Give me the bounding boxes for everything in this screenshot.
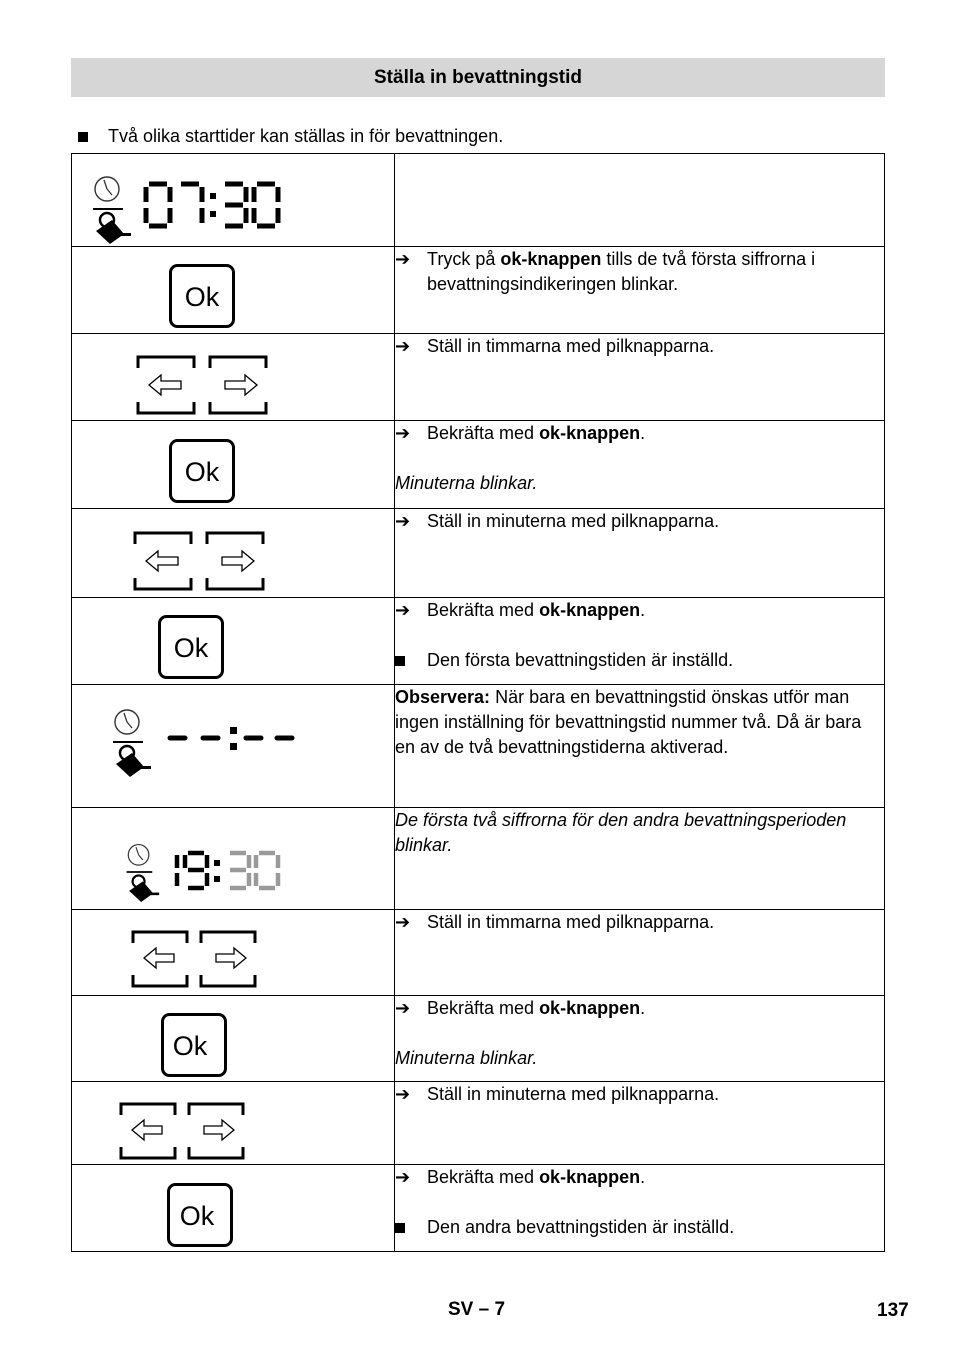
table-row [72,910,885,996]
svg-text:Ok: Ok [184,282,220,312]
ok-button-icon [169,264,235,328]
observe-note: Observera: När bara en bevattningstid önskas utför man ingen inställning för bevattningstid nummer två. Då är bara en av de två bevattningstiderna aktiverad. [395,687,862,757]
arrow-keys-icon [131,929,259,989]
key-cell [72,509,395,598]
instruction-cell [395,808,885,910]
instruction-text: Bekräfta med ok-knappen. [427,998,646,1018]
ok-button-icon [167,1183,233,1247]
arrow-icon: ➔ [395,423,411,443]
time-display-empty [167,725,299,755]
display-cell [72,685,395,808]
svg-text:Ok: Ok [184,457,220,487]
ok-button-icon [169,439,235,503]
arrow-icon: ➔ [395,912,411,932]
square-bullet-icon [395,1223,405,1233]
key-cell [72,910,395,996]
display-cell [72,808,395,910]
table-row [72,685,885,808]
instruction-text: Ställ in minuterna med pilknapparna. [427,1084,720,1104]
key-cell [72,247,395,334]
clock-water-icon [110,707,152,777]
time-display-0730 [143,181,287,229]
arrow-icon: ➔ [395,511,411,531]
instruction-text: Bekräfta med ok-knappen. [427,423,646,443]
arrow-icon: ➔ [395,1167,411,1187]
instruction-cell [395,247,885,334]
intro-text: Två olika starttider kan ställas in för bevattningen. [108,126,504,146]
key-cell [72,1082,395,1165]
instruction-cell [395,334,885,421]
arrow-icon: ➔ [395,249,411,269]
clock-water-icon [90,174,132,244]
table-row [72,598,885,685]
instruction-cell [395,910,885,996]
key-cell [72,1165,395,1252]
instruction-text: Ställ in timmarna med pilknapparna. [427,912,715,932]
svg-text:Ok: Ok [179,1201,215,1231]
instruction-text: Bekräfta med ok-knappen. [427,600,646,620]
instruction-cell [395,509,885,598]
key-cell [72,996,395,1082]
arrow-icon: ➔ [395,600,411,620]
note-text: De första två siffrorna för den andra bevattningsperioden blinkar. [395,810,847,855]
key-cell [72,598,395,685]
result-text: Den andra bevattningstiden är inställd. [427,1217,735,1237]
page-number: 137 [877,1300,909,1321]
instruction-cell [395,598,885,685]
display-cell [72,154,395,247]
instruction-text: Ställ in timmarna med pilknapparna. [427,336,715,356]
ok-button-icon [158,615,224,679]
note-text: Minuterna blinkar. [395,1048,538,1068]
table-row [72,1165,885,1252]
steps-table [71,153,885,1252]
square-bullet-icon [78,132,88,142]
instruction-cell [395,685,885,808]
table-row [72,808,885,910]
note-text: Minuterna blinkar. [395,473,538,493]
arrow-keys-icon [119,1101,247,1161]
key-cell [72,334,395,421]
table-row [72,154,885,247]
instruction-cell [395,154,885,247]
table-row [72,421,885,509]
intro-line [78,126,503,147]
square-bullet-icon [395,656,405,666]
arrow-icon: ➔ [395,336,411,356]
table-row [72,334,885,421]
instruction-cell [395,421,885,509]
arrow-keys-icon [136,354,270,416]
svg-text:Ok: Ok [173,633,209,663]
instruction-text: Tryck på ok-knappen tills de två första siffrorna i bevattningsindikeringen blinkar. [427,249,816,294]
table-row [72,1082,885,1165]
table-row [72,247,885,334]
svg-text:Ok: Ok [172,1031,208,1061]
key-cell [72,421,395,509]
instruction-text: Ställ in minuterna med pilknapparna. [427,511,720,531]
instruction-text: Bekräfta med ok-knappen. [427,1167,646,1187]
instruction-cell [395,1082,885,1165]
clock-water-icon [121,842,163,902]
instruction-cell [395,1165,885,1252]
arrow-keys-icon [133,530,267,592]
instruction-cell [395,996,885,1082]
section-title: Ställa in bevattningstid [71,58,885,97]
ok-button-icon [161,1013,227,1077]
arrow-icon: ➔ [395,1084,411,1104]
time-display-1930 [174,850,282,892]
result-text: Den första bevattningstiden är inställd. [427,650,734,670]
table-row [72,509,885,598]
arrow-icon: ➔ [395,998,411,1018]
footer-section: SV – 7 [448,1299,506,1320]
table-row [72,996,885,1082]
